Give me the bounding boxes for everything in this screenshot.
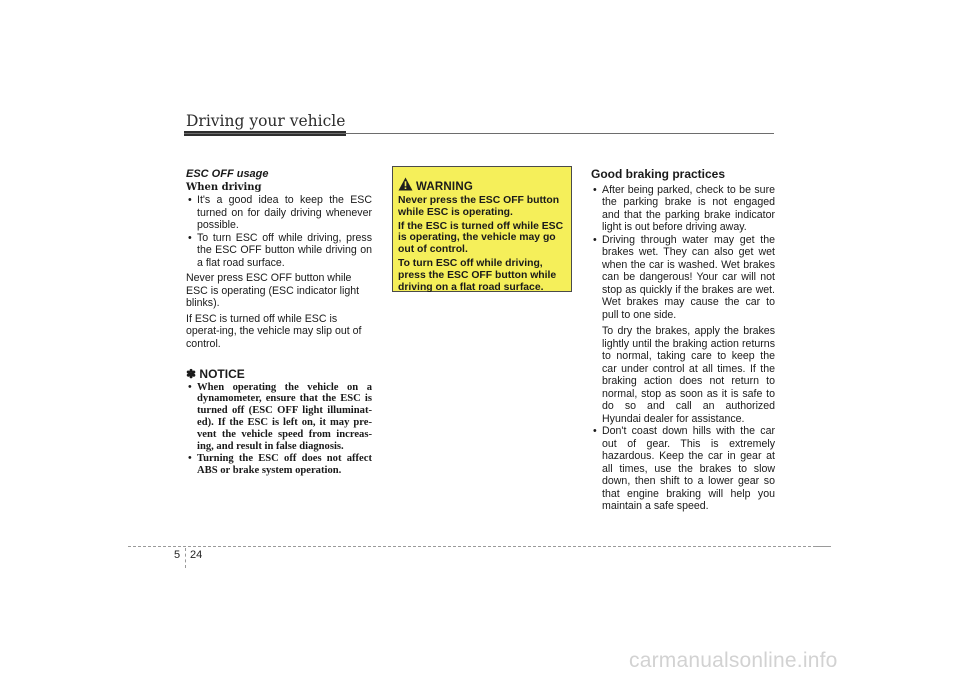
esc-off-usage-heading: ESC OFF usage (186, 168, 269, 180)
warning-line: To turn ESC off while driving, press the ESC OFF button while driving on a flat road surface. (398, 257, 557, 293)
esc-paragraph: Never press ESC OFF button while ESC is operating (ESC indicator light blinks). (186, 272, 360, 309)
list-item: • To turn ESC off while driving, press the ESC OFF button while driving on a flat road surface. (186, 232, 372, 270)
warning-title: WARNING (416, 181, 473, 193)
notice-title: NOTICE (199, 367, 245, 381)
page-header-title: Driving your vehicle (186, 112, 346, 130)
footer-rule-end (816, 546, 831, 547)
list-item: • After being parked, check to be sure the parking brake is not engaged and that the parking brake indicator light is out before driving away. (591, 184, 775, 234)
list-item: • It's a good idea to keep the ESC turned on for daily driving whenever possible. (186, 194, 372, 232)
warning-triangle-icon (398, 177, 413, 191)
warning-line: If the ESC is turned off while ESC is operating, the vehicle may go out of control. (398, 220, 564, 256)
warning-text (398, 195, 565, 293)
list-item: • Don't coast down hills with the car out of gear. This is extremely hazardous. Keep the car in gear at all times, use the brakes to slow down, then shift to a lower gear so that engine braking will help you maintain a safe speed. (591, 425, 775, 513)
warning-line: Never press the ESC OFF button while ESC is operating. (398, 195, 560, 218)
header-rule (184, 133, 774, 134)
asterisk-icon: ✽ (186, 367, 197, 381)
dry-brakes-paragraph: To dry the brakes, apply the brakes lightly until the braking action returns to normal, taking care to keep the car under control at all times. If the braking action does not return to normal, stop as soon as it is safe to do so and call an authorized Hyundai dealer for assistance. (602, 325, 775, 425)
esc-paragraph: If ESC is turned off while ESC is operat-ing, the vehicle may slip out of control. (186, 312, 362, 350)
notice-heading (186, 368, 372, 381)
warning-box (392, 166, 572, 292)
list-item: • Turning the ESC off does not affect ABS or brake system operation. (186, 453, 372, 477)
left-column (186, 168, 372, 477)
good-braking-heading: Good braking practices (591, 167, 726, 181)
notice-list (186, 382, 372, 477)
list-item: • When operating the vehicle on a dynamometer, ensure that the ESC is turned off (ESC OFF light illuminat-ed). If the ESC is left on, it may pre-vent the vehicle speed from increas-ing, and result in false diagnosis. (186, 382, 372, 453)
footer-divider (185, 548, 186, 568)
watermark: carmanualsonline.info (629, 649, 838, 672)
esc-bullet-list (186, 194, 372, 269)
page-number: 24 (190, 549, 203, 561)
when-driving-label: When driving (186, 181, 262, 193)
braking-list (591, 184, 775, 513)
right-column (591, 168, 775, 513)
warning-header (398, 174, 565, 193)
list-item (591, 234, 775, 426)
chapter-number: 5 (174, 549, 181, 561)
footer-rule (128, 546, 816, 547)
list-item-text: Driving through water may get the brakes wet. They can also get wet when the car is washed. Wet brakes can be dangerous! Your car will not stop as quickly if the brakes are wet. Wet brakes may cause the car to pull to one side. (602, 233, 775, 321)
